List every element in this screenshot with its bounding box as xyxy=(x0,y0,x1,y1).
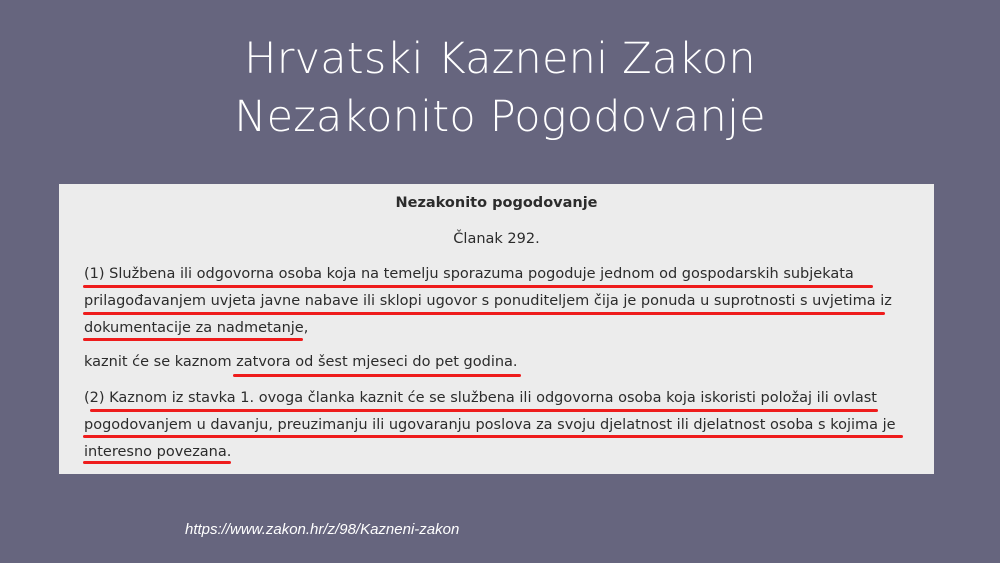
red-highlight-underline xyxy=(233,374,521,377)
source-link[interactable]: https://www.zakon.hr/z/98/Kazneni-zakon xyxy=(185,521,460,538)
penalty-line: kaznit će se kaznom zatvora od šest mjeseci do pet godina. xyxy=(84,354,518,370)
red-highlight-underline xyxy=(90,409,878,412)
slide-title-line-2: Nezakonito Pogodovanje xyxy=(234,92,766,142)
paragraph-1-line-2: prilagođavanjem uvjeta javne nabave ili sklopi ugovor s ponuditeljem čija je ponuda u suprotnosti s uvjetima iz xyxy=(84,293,892,309)
red-highlight-underline xyxy=(83,312,885,315)
red-highlight-underline xyxy=(83,338,303,341)
slide-title-line-1: Hrvatski Kazneni Zakon xyxy=(244,34,756,84)
paragraph-2-line-2: pogodovanjem u davanju, preuzimanju ili ugovaranju poslova za svoju djelatnost ili djelatnost osoba s kojima je xyxy=(84,417,896,433)
red-highlight-underline xyxy=(83,435,903,438)
paragraph-1-line-3: dokumentacije za nadmetanje, xyxy=(84,320,309,336)
article-number: Članak 292. xyxy=(453,231,540,247)
law-excerpt-document xyxy=(59,184,934,474)
paragraph-1-line-1: (1) Službena ili odgovorna osoba koja na temelju sporazuma pogoduje jednom od gospodarskih subjekata xyxy=(84,266,854,282)
red-highlight-underline xyxy=(83,461,231,464)
red-highlight-underline xyxy=(83,285,873,288)
article-heading: Nezakonito pogodovanje xyxy=(395,195,598,211)
paragraph-2-line-1: (2) Kaznom iz stavka 1. ovoga članka kaznit će se službena ili odgovorna osoba koja iskoristi položaj ili ovlast xyxy=(84,390,877,406)
paragraph-2-line-3: interesno povezana. xyxy=(84,444,232,460)
